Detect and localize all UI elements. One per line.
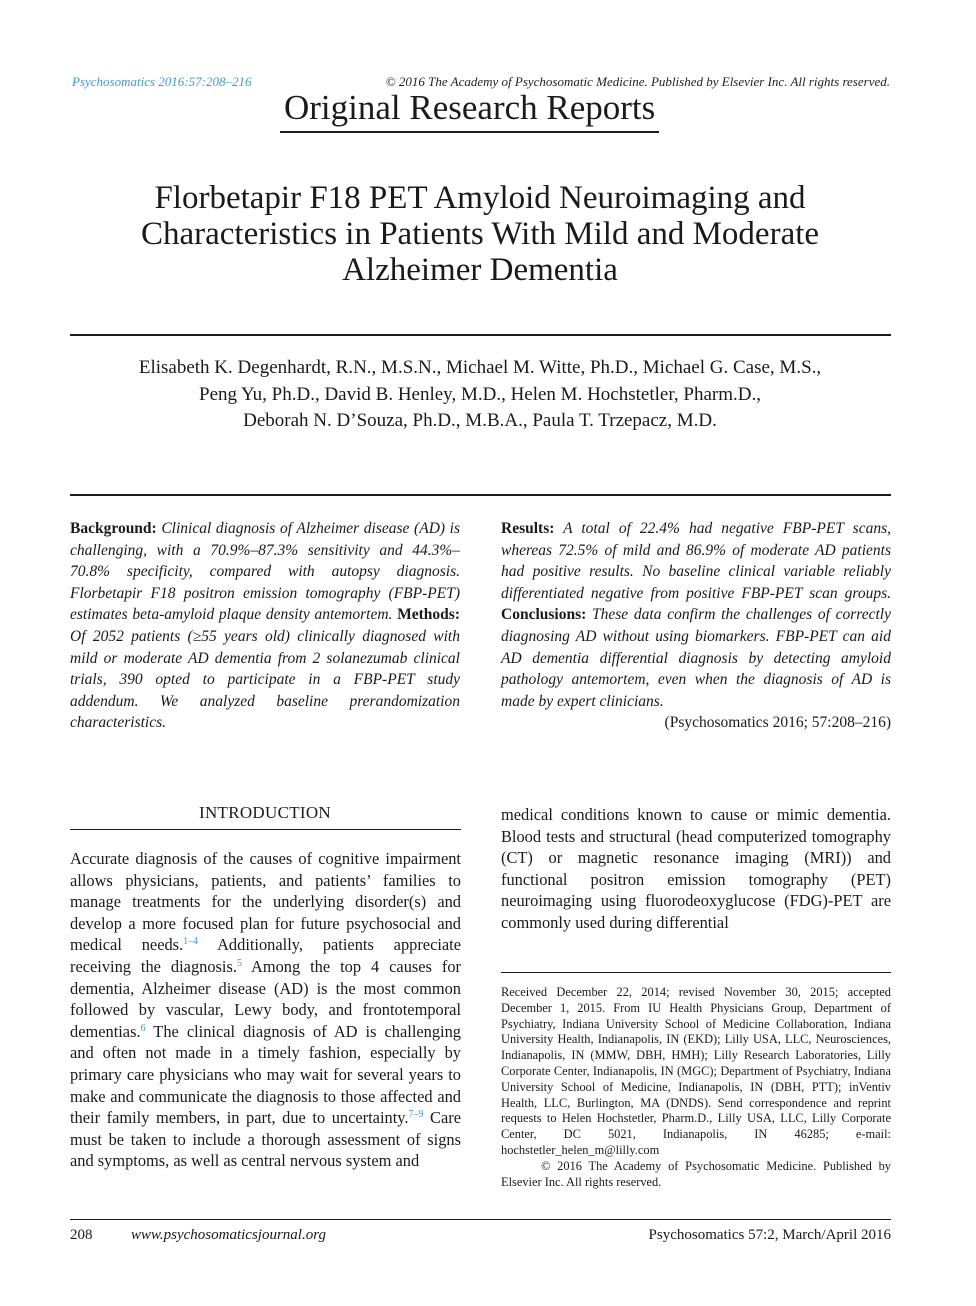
journal-issue: Psychosomatics 57:2, March/April 2016 xyxy=(648,1227,891,1243)
intro-text: Accurate diagnosis of the causes of cognitive impairment allows physicians, patients, and patients’ families to manage treatments for the underlying disorder(s) and develop a more focused plan for future psychosocial and medical needs. xyxy=(70,849,461,955)
reference-link[interactable]: 6 xyxy=(140,1022,146,1034)
conclusions-label: Conclusions: xyxy=(501,606,587,624)
introduction-heading: INTRODUCTION xyxy=(198,803,332,822)
journal-url[interactable]: www.psychosomaticsjournal.org xyxy=(131,1227,327,1243)
reference-link[interactable]: 5 xyxy=(236,957,242,969)
intro-text: Among the top 4 causes for dementia, Alzheimer disease (AD) is the most common followed by vascular, Lewy body, and frontotemporal dementias. xyxy=(70,956,461,1041)
header-copyright: © 2016 The Academy of Psychosomatic Medicine. Published by Elsevier Inc. All rights reserved. xyxy=(385,74,890,89)
intro-text: Care must be taken to include a thorough assessment of signs and symptoms, as well as central nervous system and xyxy=(70,1108,461,1171)
introduction-continuation: medical conditions known to cause or mimic dementia. Blood tests and structural (head computerized tomography (CT) or magnetic resonance imaging (MRI)) and functional positron emission tomography (PET) neuroimaging using fluorodeoxyglucose (FDG)-PET are commonly used during differential xyxy=(501,805,891,932)
introduction-rule xyxy=(70,829,461,830)
section-label: Original Research Reports xyxy=(280,90,659,133)
results-label: Results: xyxy=(501,520,555,537)
introduction-paragraph xyxy=(70,848,461,1172)
footer-rule xyxy=(70,1219,891,1220)
intro-text: The clinical diagnosis of AD is challenging and often not made in a timely fashion, especially by primary care physicians who may wait for several years to make and communicate the diagnosis to those affected and their family members, in part, due to uncertainty. xyxy=(70,1021,461,1128)
author-line: Peng Yu, Ph.D., David B. Henley, M.D., Helen M. Hochstetler, Pharm.D., xyxy=(199,383,761,405)
abstract-left-column xyxy=(70,518,460,734)
reference-link[interactable]: 7–9 xyxy=(408,1109,424,1121)
background-label: Background: xyxy=(70,520,157,537)
title-line: Alzheimer Dementia xyxy=(342,252,618,288)
title-line: Characteristics in Patients With Mild and Moderate xyxy=(140,216,820,252)
abstract-citation: (Psychosomatics 2016; 57:208–216) xyxy=(664,714,891,732)
intro-text: Additionally, patients appreciate receiving the diagnosis. xyxy=(70,935,461,976)
abstract-divider xyxy=(70,494,891,496)
methods-text: Of 2052 patients (≥55 years old) clinically diagnosed with mild or moderate AD dementia from 2 solanezumab clinical trials, 390 opted to participate in a FBP-PET study addendum. We analyzed baseline prerandomization characteristics. xyxy=(70,627,460,732)
article-footnote xyxy=(501,985,891,1190)
title-divider xyxy=(70,334,891,336)
page-number: 208 xyxy=(70,1227,93,1243)
title-line: Florbetapir F18 PET Amyloid Neuroimaging and xyxy=(154,180,806,216)
footnote-rule xyxy=(501,972,891,973)
footnote-text: Received December 22, 2014; revised November 30, 2015; accepted December 1, 2015. From IU Health Physicians Group, Department of Psychiatry, Indiana University School of Medicine Collaboration, Indiana University Health, Indianapolis, IN (EKD); Lilly USA, LLC, Neurosciences, Indianapolis, IN (MMW, DBH, HMH); Lilly Research Laboratories, Lilly Corporate Center, Indianapolis, IN (MGC); Department of Psychiatry, Indiana University School of Medicine, Indianapolis, IN (DBH, PTT); inVentiv Health, LLC, Burlington, MA (DNDS). Send correspondence and reprint requests to Helen Hochstetler, Pharm.D., Lilly USA, LLC, Lilly Corporate Center, DC 5021, Indianapolis, IN 46285; e-mail: hochstetler_helen_m@lilly.com xyxy=(501,985,891,1157)
footnote-copyright: © 2016 The Academy of Psychosomatic Medicine. Published by Elsevier Inc. All rights reserved. xyxy=(501,1158,891,1189)
reference-link[interactable]: 1–4 xyxy=(183,936,199,948)
author-line: Elisabeth K. Degenhardt, R.N., M.S.N., Michael M. Witte, Ph.D., Michael G. Case, M.S., xyxy=(138,357,822,378)
conclusions-text: These data confirm the challenges of correctly diagnosing AD without using biomarkers. FBP-PET can aid AD dementia differential diagnosis by detecting amyloid pathology antemortem, even when the diagnosis of AD is made by expert clinicians. xyxy=(501,606,891,710)
methods-label: Methods: xyxy=(397,606,460,624)
journal-citation[interactable]: Psychosomatics 2016:57:208–216 xyxy=(72,74,252,89)
article-title xyxy=(70,180,890,288)
author-list xyxy=(70,355,890,435)
background-text: Clinical diagnosis of Alzheimer disease (AD) is challenging, with a 70.9%–87.3% sensitivity and 44.3%–70.8% specificity, compared with autopsy diagnosis. Florbetapir F18 positron emission tomography (FBP-PET) estimates beta-amyloid plaque density antemortem. xyxy=(70,520,461,624)
abstract-right-column xyxy=(501,518,891,734)
author-line: Deborah N. D’Souza, Ph.D., M.B.A., Paula T. Trzepacz, M.D. xyxy=(243,410,717,431)
results-text: A total of 22.4% had negative FBP-PET scans, whereas 72.5% of mild and 86.9% of moderate AD patients had positive results. No baseline clinical variable reliably differentiated negative from positive FBP-PET scan groups. xyxy=(501,520,891,602)
